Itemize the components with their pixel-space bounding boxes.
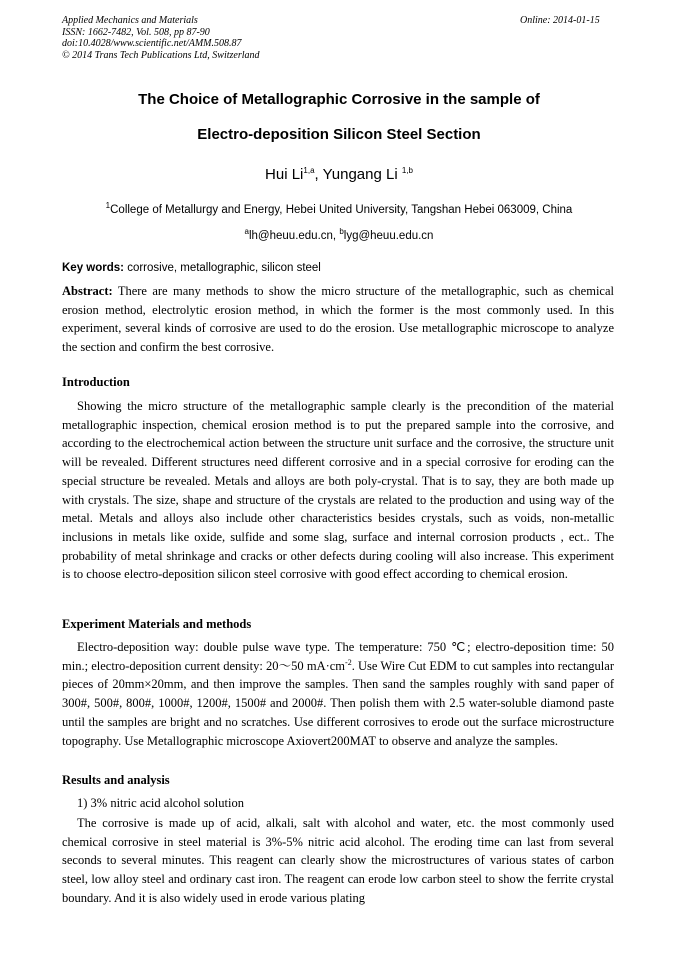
author-1: Hui Li bbox=[265, 166, 304, 183]
paper-title-line-1: The Choice of Metallographic Corrosive in the sample of bbox=[138, 91, 540, 108]
affiliation-mark: 1 bbox=[105, 201, 111, 211]
issn-line: ISSN: 1662-7482, Vol. 508, pp 87-90 bbox=[62, 26, 210, 38]
methods-paragraph bbox=[62, 638, 614, 750]
author-2-affiliation-mark: 1,b bbox=[401, 166, 413, 175]
keywords-text: corrosive, metallographic, silicon steel bbox=[124, 262, 321, 274]
methods-heading: Experiment Materials and methods bbox=[62, 617, 252, 631]
results-paragraph: The corrosive is made up of acid, alkali, salt with alcohol and water, etc. the most commonly used chemical corrosive in steel material is 3%-5% nitric acid alcohol. The eroding time can last from several seconds to several minutes. This reagent can clearly show the microstructures of various states of carbon steel, low alloy steel and ordinary cast iron. The reagent can erode low carbon steel to show the ferrite crystal boundary. And it is also widely used in erode various plating bbox=[62, 816, 614, 905]
abstract-label: Abstract: bbox=[62, 284, 113, 298]
author-emails bbox=[40, 229, 638, 243]
author-separator: , bbox=[314, 166, 323, 183]
journal-header bbox=[62, 15, 260, 61]
copyright-line: © 2014 Trans Tech Publications Ltd, Switzerland bbox=[62, 49, 260, 61]
results-subheading: 1) 3% nitric acid alcohol solution bbox=[77, 796, 244, 810]
affiliation-text: College of Metallurgy and Energy, Hebei United University, Tangshan Hebei 063009, China bbox=[110, 204, 573, 216]
email-b-mark: b bbox=[339, 227, 344, 237]
methods-text-a: Electro-deposition way: double pulse wave type. The temperature: 750 ℃; electro-deposition time: 50 min.; electro-deposition current density: 20～50 mA·cm bbox=[62, 640, 614, 673]
email-a-mark: a bbox=[244, 227, 249, 237]
abstract bbox=[62, 282, 614, 357]
email-b: lyg@heuu.edu.cn bbox=[343, 230, 434, 242]
introduction-heading: Introduction bbox=[62, 375, 130, 389]
doi-line: doi:10.4028/www.scientific.net/AMM.508.87 bbox=[62, 38, 242, 49]
journal-name: Applied Mechanics and Materials bbox=[62, 15, 198, 26]
methods-text-b: . Use Wire Cut EDM to cut samples into rectangular pieces of 20mm×20mm, and then improve the samples. Then sand the samples roughly with sand paper of 300#, 500#, 800#, 1000#, 1200#, 1500# and 2000#. Then polish them with 2.5 water-soluble diamond paste until the samples are bright and no scratches. Use different corrosives to erode out the surface microstructure topography. Use Metallographic microscope Axiovert200MAT to observe and analyze the samples. bbox=[62, 658, 614, 748]
email-a: lh@heuu.edu.cn, bbox=[248, 230, 340, 242]
abstract-text: There are many methods to show the micro structure of the metallographic, such as chemical erosion method, electrolytic erosion method, in which the former is the most commonly used. In this experiment, several kinds of corrosive are used to do the erosion. Use metallographic microscope to analyze the section and confirm the best corrosive. bbox=[62, 284, 614, 355]
author-1-affiliation-mark: 1,a bbox=[303, 166, 315, 175]
introduction-paragraph: Showing the micro structure of the metallographic sample clearly is the precondition of the material metallographic inspection, chemical erosion method is to put the prepared sample into the corrosive, and according to the electrochemical action between the structure unit surface and the corrosive, the structure unit will be revealed. Different structures need different corrosive and in a special corrosive for eroding can the special structure be revealed. Metals and alloys are both poly-crystal. That is to say, they are both made up with crystals. The size, shape and structure of the crystals are related to the production and using way of the metal. Metals and alloys also include other characteristics besides crystals, such as voids, non-metallic inclusions in metals like oxide, sulfide and some slag, surface and internal corrosion products , ect.. The probability of metal shrinkage and cracks or other defects during cooling will also increase. This experiment is to choose electro-deposition silicon steel corrosive with good effect according to chemical erosion. bbox=[62, 399, 614, 582]
paper-title-line-2: Electro-deposition Silicon Steel Section bbox=[197, 126, 481, 143]
author-list bbox=[40, 166, 638, 184]
methods-unit-exponent: -2 bbox=[345, 657, 352, 667]
online-date: Online: 2014-01-15 bbox=[520, 15, 600, 26]
results-heading: Results and analysis bbox=[62, 773, 170, 787]
author-2: Yungang Li bbox=[322, 166, 402, 183]
keywords bbox=[62, 261, 614, 275]
affiliation bbox=[40, 203, 638, 217]
keywords-label: Key words: bbox=[62, 262, 124, 274]
